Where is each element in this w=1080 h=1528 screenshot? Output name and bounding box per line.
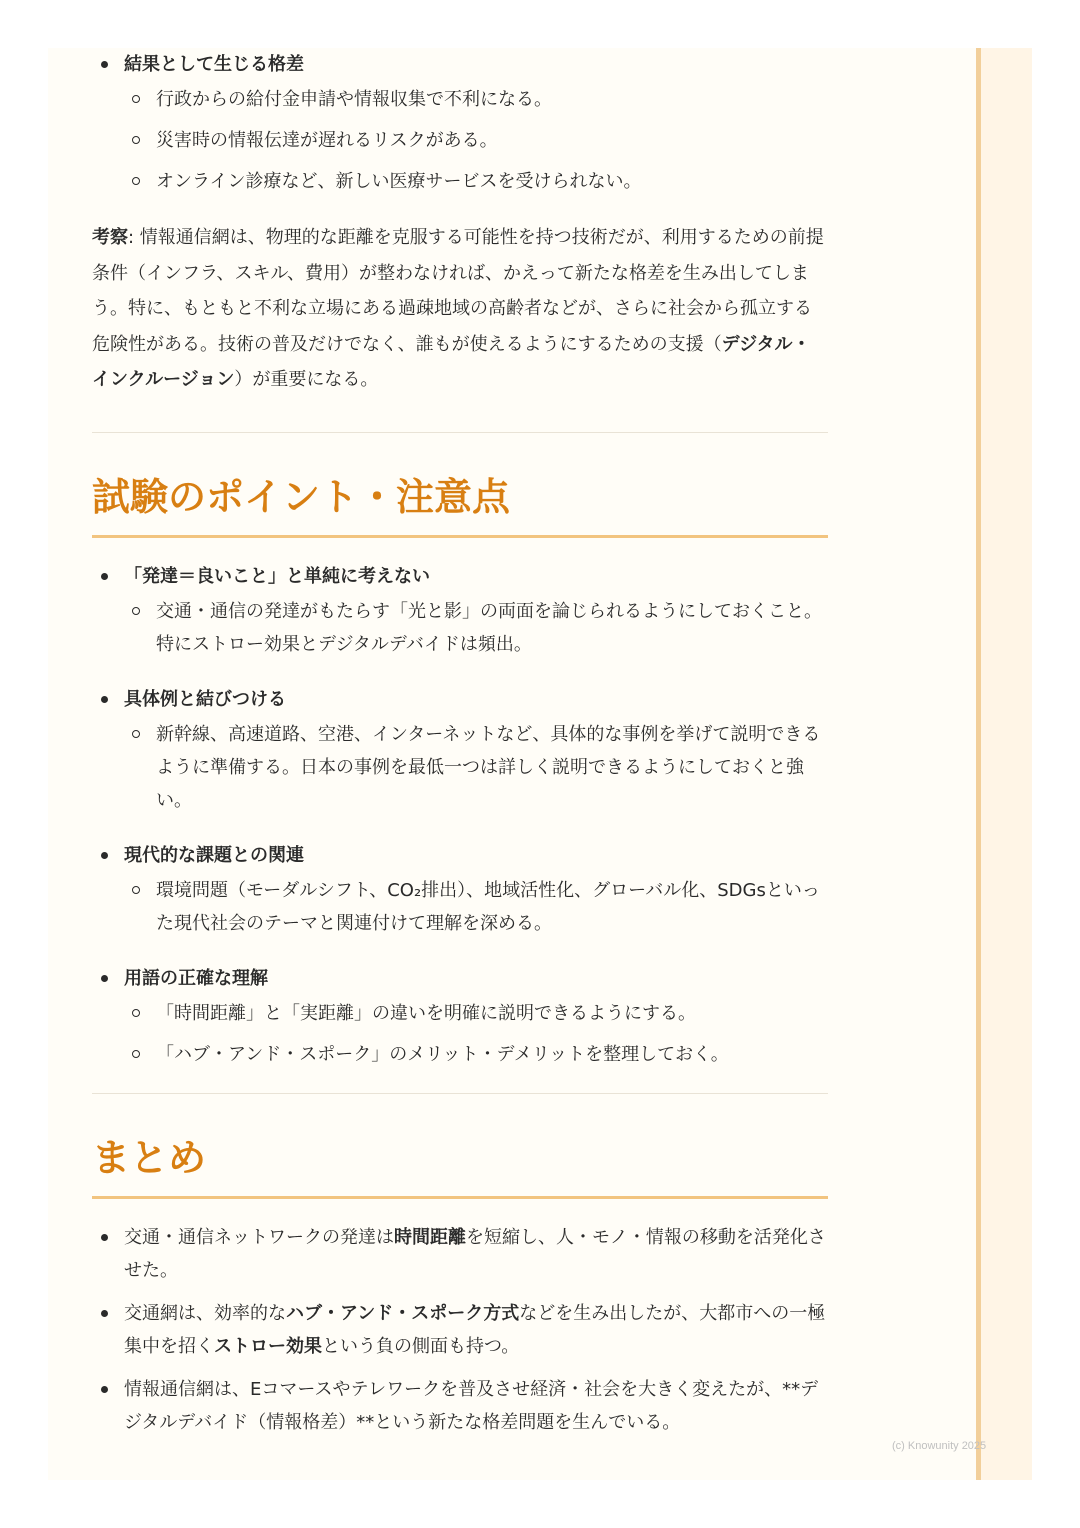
summary-list <box>92 1221 828 1439</box>
consideration-label: 考察 <box>92 227 128 248</box>
list-item <box>92 962 828 1071</box>
sub-list-item: 行政からの給付金申請や情報収集で不利になる。 <box>124 83 828 116</box>
consideration-text-end: ）が重要になる。 <box>234 369 379 390</box>
summary-item <box>92 1221 828 1287</box>
summary-text: を短縮し、人・モノ・情報の移動を活発化させた。 <box>124 1226 826 1281</box>
list-item <box>92 48 828 198</box>
summary-text: という負の側面も持つ。 <box>322 1335 520 1357</box>
sub-list-item: 交通・通信の発達がもたらす「光と影」の両面を論じられるようにしておくこと。特にストロー効果とデジタルデバイドは頻出。 <box>124 595 828 661</box>
sub-list <box>124 718 828 817</box>
consideration-bold-term: デジタル・インクルージョン <box>92 333 811 390</box>
consideration-paragraph <box>92 220 828 398</box>
bullet-title: 「発達＝良いこと」と単純に考えない <box>124 565 430 587</box>
summary-item <box>92 1373 828 1439</box>
summary-bold-term: 時間距離 <box>394 1226 466 1248</box>
summary-text: などを生み出したが、大都市への一極集中を招く <box>124 1302 826 1357</box>
list-item <box>92 683 828 817</box>
bullet-title: 具体例と結びつける <box>124 688 286 710</box>
sub-list-item: 「時間距離」と「実距離」の違いを明確に説明できるようにする。 <box>124 997 828 1030</box>
side-margin-panel <box>976 48 1032 1480</box>
exam-section-heading: 試験のポイント・注意点 <box>92 473 828 538</box>
watermark: (c) Knowunity 2025 <box>892 1440 987 1452</box>
summary-item <box>92 1297 828 1363</box>
sub-list-item: 災害時の情報伝達が遅れるリスクがある。 <box>124 124 828 157</box>
list-item <box>92 839 828 940</box>
sub-list <box>124 874 828 940</box>
bullet-title: 結果として生じる格差 <box>124 54 304 75</box>
summary-text: 情報通信網は、Eコマースやテレワークを普及させ経済・社会を大きく変えたが、**デジタルデバイド（情報格差）**という新たな格差問題を生んでいる。 <box>124 1378 819 1433</box>
top-bullet-list <box>92 48 828 198</box>
divider <box>92 432 828 433</box>
summary-bold-term: ハブ・アンド・スポーク方式 <box>286 1302 520 1324</box>
bullet-title: 用語の正確な理解 <box>124 967 268 989</box>
sub-list-item: 環境問題（モーダルシフト、CO₂排出）、地域活性化、グローバル化、SDGsといった現代社会のテーマと関連付けて理解を深める。 <box>124 874 828 940</box>
list-item <box>92 560 828 661</box>
summary-bold-term: ストロー効果 <box>214 1335 322 1357</box>
sub-list <box>124 83 828 198</box>
document-content <box>92 48 828 1449</box>
sub-list-item: 「ハブ・アンド・スポーク」のメリット・デメリットを整理しておく。 <box>124 1038 828 1071</box>
sub-list-item: 新幹線、高速道路、空港、インターネットなど、具体的な事例を挙げて説明できるように準備する。日本の事例を最低一つは詳しく説明できるようにしておくと強い。 <box>124 718 828 817</box>
sub-list <box>124 595 828 661</box>
sub-list-item: オンライン診療など、新しい医療サービスを受けられない。 <box>124 165 828 198</box>
divider <box>92 1093 828 1094</box>
summary-section-heading: まとめ <box>92 1134 828 1199</box>
bullet-title: 現代的な課題との関連 <box>124 844 304 866</box>
consideration-text: : 情報通信網は、物理的な距離を克服する可能性を持つ技術だが、利用するための前提条件（インフラ、スキル、費用）が整わなければ、かえって新たな格差を生み出してしまう。特に、もともと不利な立場にある過疎地域の高齢者などが、さらに社会から孤立する危険性がある。技術の普及だけでなく、誰もが使えるようにするための支援（ <box>92 227 824 355</box>
summary-text: 交通網は、効率的な <box>124 1302 286 1324</box>
sub-list <box>124 997 828 1071</box>
summary-text: 交通・通信ネットワークの発達は <box>124 1226 394 1248</box>
exam-points-list <box>92 560 828 1071</box>
